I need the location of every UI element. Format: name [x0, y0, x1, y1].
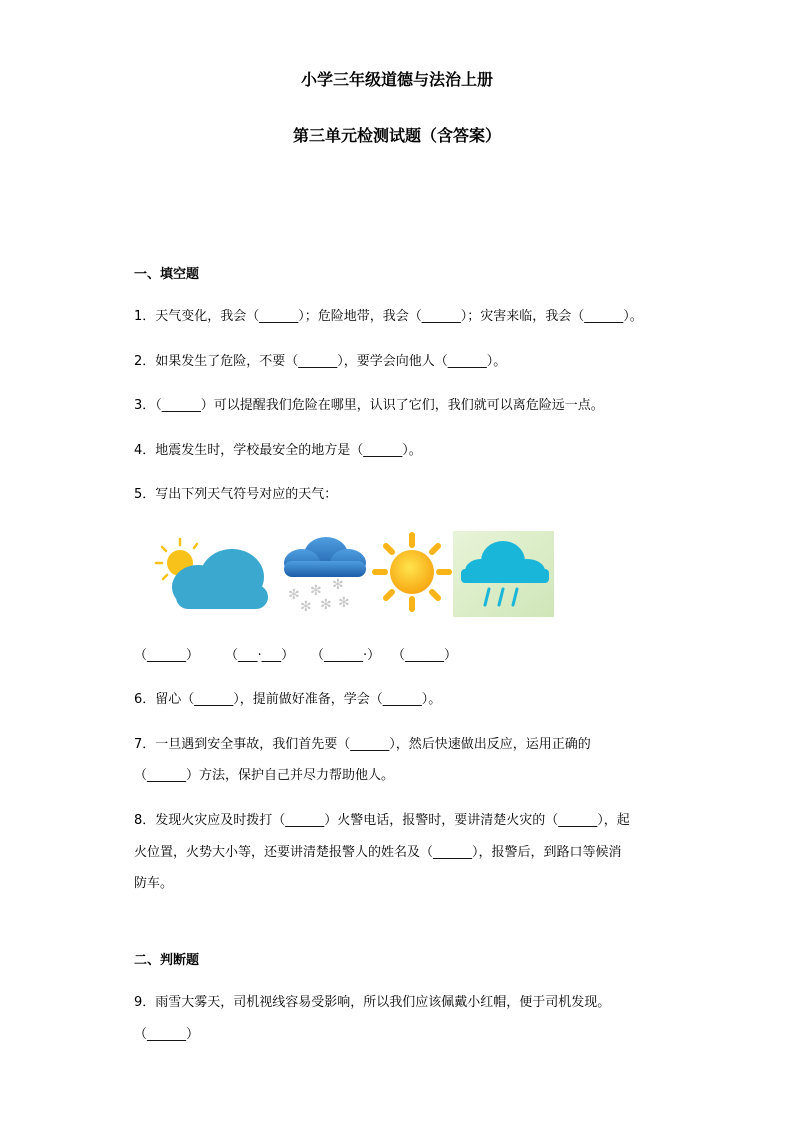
document-title: 小学三年级道德与法治上册: [300, 70, 493, 89]
svg-text:✻: ✻: [300, 599, 312, 613]
svg-text:✻: ✻: [338, 595, 350, 611]
question-6: 6．留心（______），提前做好准备，学会（______）。: [134, 692, 442, 707]
question-8-line-3: 防车。: [134, 876, 174, 891]
weather-blank-3: （______·）: [311, 648, 381, 663]
snow-icon: [276, 533, 370, 613]
weather-blank-2: （___·___）: [225, 648, 295, 663]
weather-blank-4: （______）: [392, 648, 458, 663]
question-4: 4．地震发生时，学校最安全的地方是（______）。: [134, 443, 422, 458]
question-9-line-1: 9．雨雪大雾天，司机视线容易受影响，所以我们应该佩戴小红帽，便于司机发现。: [134, 995, 611, 1010]
question-8-line-2: 火位置，火势大小等，还要讲清楚报警人的姓名及（______），报警后，到路口等候消: [134, 845, 622, 860]
document-subtitle: 第三单元检测试题（含答案）: [292, 126, 501, 145]
question-5: 5．写出下列天气符号对应的天气：: [134, 487, 338, 502]
svg-text:✻: ✻: [288, 587, 300, 603]
question-1: 1．天气变化，我会（______）；危险地带，我会（______）；灾害来临，我会（______）。: [134, 309, 643, 324]
weather-blank-1: （______）: [134, 648, 200, 663]
partly-cloudy-icon: [150, 535, 272, 611]
question-8-line-1: 8．发现火灾应及时拨打（______）火警电话，报警时，要讲清楚火灾的（______），起: [134, 813, 630, 828]
sunny-icon: [372, 531, 452, 613]
svg-text:✻: ✻: [332, 577, 344, 593]
question-3: 3．（______）可以提醒我们危险在哪里，认识了它们，我们就可以离危险远一点。: [134, 398, 604, 413]
rain-icon: [453, 531, 554, 617]
question-9-line-2: （______）: [134, 1027, 200, 1042]
svg-text:✻: ✻: [310, 583, 322, 599]
svg-text:✻: ✻: [320, 597, 332, 613]
section-heading-true-false: 二、判断题: [134, 953, 200, 968]
section-heading-fill-in: 一、填空题: [134, 267, 200, 282]
question-2: 2．如果发生了危险，不要（______），要学会向他人（______）。: [134, 354, 507, 369]
question-7-line-2: （______）方法，保护自己并尽力帮助他人。: [134, 768, 395, 783]
question-7-line-1: 7．一旦遇到安全事故，我们首先要（______），然后快速做出反应，运用正确的: [134, 737, 591, 752]
